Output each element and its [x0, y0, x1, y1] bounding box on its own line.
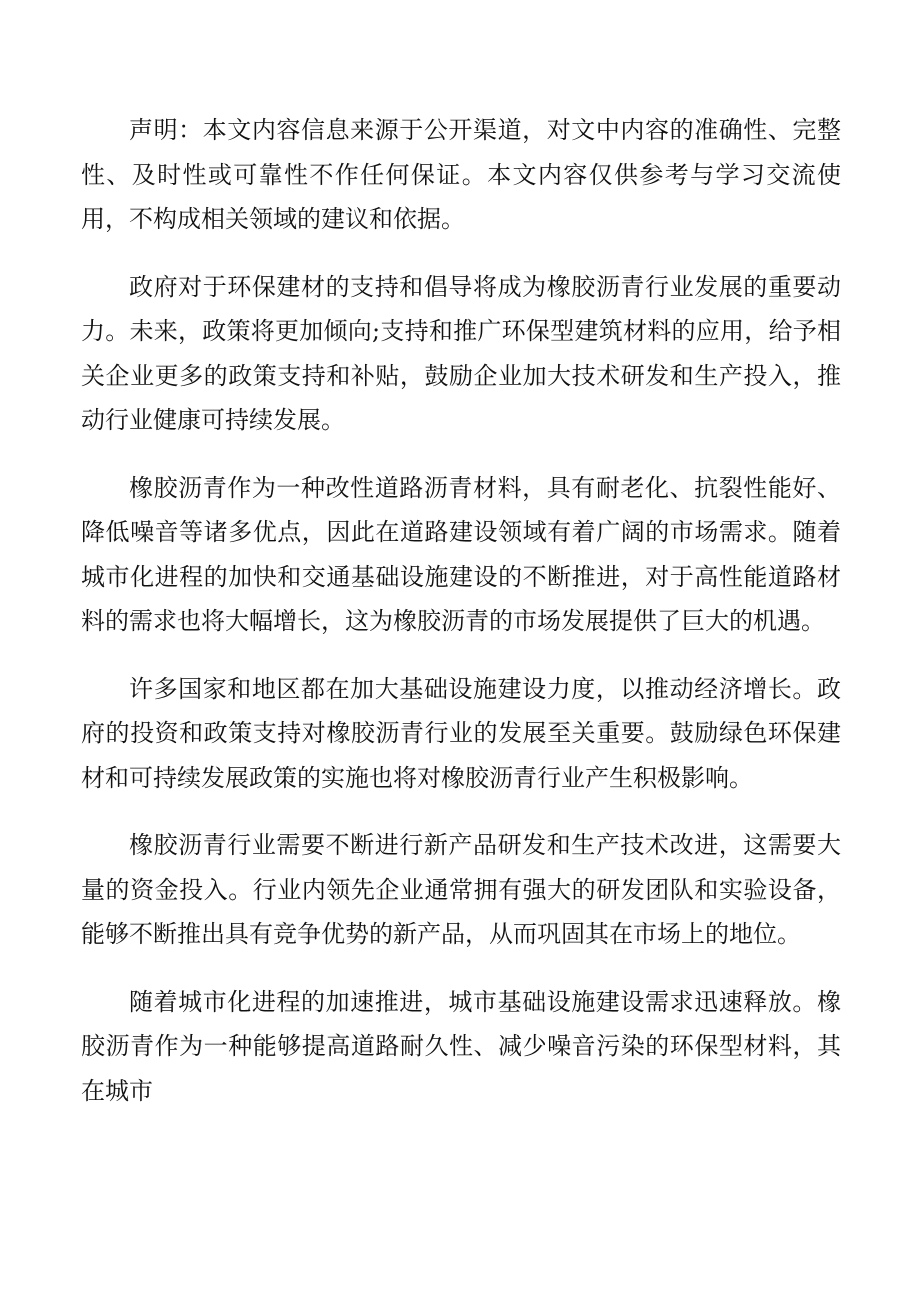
document-body: [81, 108, 841, 1136]
disclaimer-paragraph: 声明：本文内容信息来源于公开渠道，对文中内容的准确性、完整性、及时性或可靠性不作任何保证。本文内容仅供参考与学习交流使用，不构成相关领域的建议和依据。: [81, 116, 841, 233]
body-paragraph: 随着城市化进程的加速推进，城市基础设施建设需求迅速释放。橡胶沥青作为一种能够提高道路耐久性、减少噪音污染的环保型材料，其在城市: [81, 987, 841, 1105]
body-paragraph: 许多国家和地区都在加大基础设施建设力度，以推动经济增长。政府的投资和政策支持对橡胶沥青行业的发展至关重要。鼓励绿色环保建材和可持续发展政策的实施也将对橡胶沥青行业产生积极影响。: [81, 674, 841, 792]
body-paragraph: 橡胶沥青作为一种改性道路沥青材料，具有耐老化、抗裂性能好、降低噪音等诸多优点，因此在道路建设领域有着广阔的市场需求。随着城市化进程的加快和交通基础设施建设的不断推进，对于高性能道路材料的需求也将大幅增长，这为橡胶沥青的市场发展提供了巨大的机遇。: [81, 473, 841, 635]
body-paragraph: 政府对于环保建材的支持和倡导将成为橡胶沥青行业发展的重要动力。未来，政策将更加倾向;支持和推广环保型建筑材料的应用，给予相关企业更多的政策支持和补贴，鼓励企业加大技术研发和生产投入，推动行业健康可持续发展。: [81, 272, 841, 434]
body-paragraph: 橡胶沥青行业需要不断进行新产品研发和生产技术改进，这需要大量的资金投入。行业内领先企业通常拥有强大的研发团队和实验设备，能够不断推出具有竞争优势的新产品，从而巩固其在市场上的地位。: [81, 831, 841, 948]
